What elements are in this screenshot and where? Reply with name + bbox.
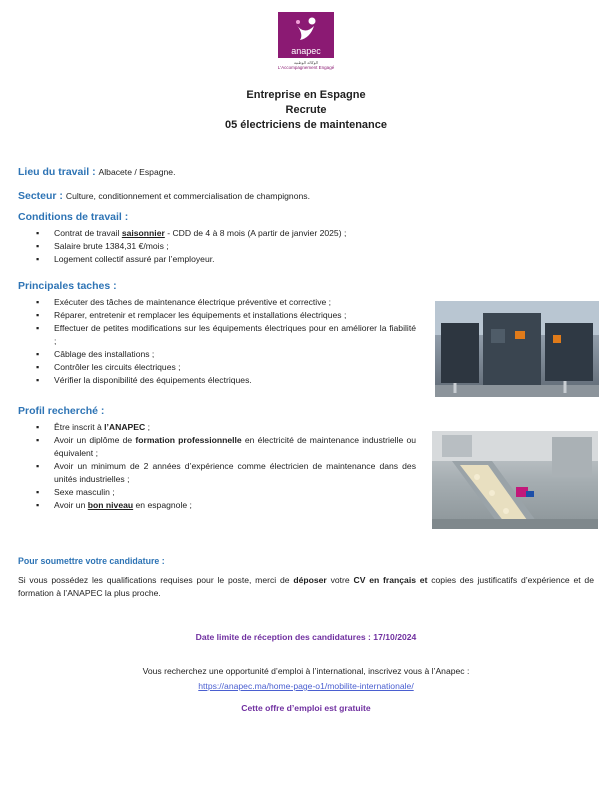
list-item: ▪ Avoir un bon niveau en espagnole ; [36,499,416,512]
logo-arabic: الوكالة الوطنية [293,60,319,65]
logo-tagline: L'Accompagnement Engagé [277,65,335,70]
cta-text: Vous recherchez une opportunité d’emploi à l’international, inscrivez vous à l’Anapec : [142,666,470,676]
header-line-1: Entreprise en Espagne [246,89,366,101]
free-offer-note: Cette offre d’emploi est gratuite [241,703,371,713]
apply-title: Pour soumettre votre candidature : [18,556,165,566]
logo-name: anapec [291,46,321,56]
sector-label: Secteur : [18,190,63,202]
list-item: ▪ Câblage des installations ; [36,348,416,361]
list-item: ▪ Sexe masculin ; [36,486,416,499]
conditions-list [36,227,416,266]
location-value: Albacete / Espagne. [98,167,176,177]
logo-mark [278,12,334,58]
anapec-logo [273,12,339,70]
list-item: ▪ Réparer, entretenir et remplacer les équipements et installations électriques ; [36,309,416,322]
header-line-3: 05 électriciens de maintenance [224,119,388,131]
conditions-title: Conditions de travail : [18,211,129,223]
list-item: ▪ Contrôler les circuits électriques ; [36,361,416,374]
profile-list [36,421,416,512]
conveyor-line-photo [432,431,598,529]
anapec-link[interactable]: https://anapec.ma/home-page-o1/mobilite-internationale/ [198,681,414,691]
list-item: ▪ Avoir un minimum de 2 années d’expérience comme électricien de maintenance dans des unités industrielles ; [36,460,416,486]
list-item: ▪ Effectuer de petites modifications sur les équipements électriques pour en améliorer la fiabilité ; [36,322,416,348]
deadline-text: Date limite de réception des candidatures : 17/10/2024 [195,632,417,642]
list-item: ▪ Contrat de travail saisonnier - CDD de 4 à 8 mois (A partir de janvier 2025) ; [36,227,416,240]
sector-value: Culture, conditionnement et commercialisation de champignons. [65,191,310,201]
list-item: ▪ Vérifier la disponibilité des équipements électriques. [36,374,416,387]
list-item: ▪ Être inscrit à l’ANAPEC ; [36,421,416,434]
sector-line [18,190,310,202]
page-header [0,88,612,133]
tasks-list [36,296,416,387]
profile-title: Profil recherché : [18,405,105,417]
header-line-2: Recrute [285,104,327,116]
location-line [18,166,175,178]
location-label: Lieu du travail : [18,166,96,178]
tasks-title: Principales taches : [18,280,117,292]
figure-icon [290,16,322,42]
apply-paragraph: Si vous possédez les qualifications requises pour le poste, merci de déposer votre CV en français et copies des justificatifs d’expérience et de formation à l’ANAPEC la plus proche. [18,575,594,598]
electrical-equipment-photo [435,301,599,397]
list-item: ▪ Avoir un diplôme de formation professionnelle en électricité de maintenance industrielle ou équivalent ; [36,434,416,460]
list-item: ▪ Logement collectif assuré par l’employeur. [36,253,416,266]
list-item: ▪ Exécuter des tâches de maintenance électrique préventive et corrective ; [36,296,416,309]
list-item: ▪ Salaire brute 1384,31 €/mois ; [36,240,416,253]
